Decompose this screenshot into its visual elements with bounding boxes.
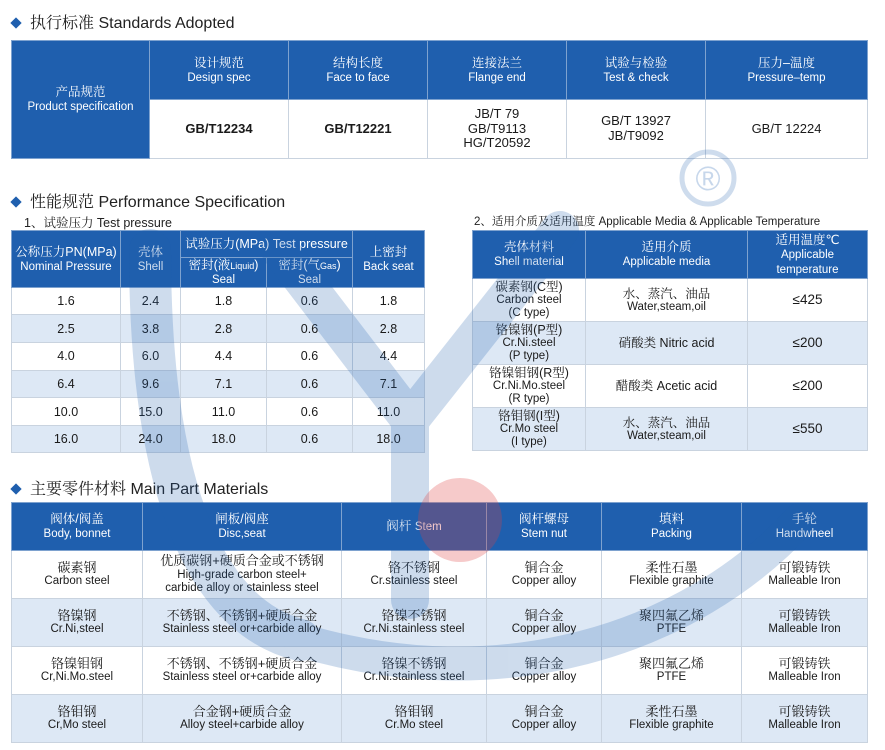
material-cn: 铜合金: [524, 655, 564, 671]
registered-mark: ®: [695, 160, 721, 198]
material-cn: 铬镍不锈钢: [381, 655, 447, 671]
material-cell: [342, 551, 487, 599]
test-pressure-table: [11, 230, 425, 453]
materials-header: 闸板/阀座 Disc,seat: [143, 503, 342, 551]
material-en: Cr.Ni.Mo.steel (R type): [492, 380, 566, 405]
material-en: Cr.stainless steel: [370, 575, 458, 588]
temperature-cell: ≤200: [748, 365, 868, 408]
table-row: [12, 425, 425, 453]
table-row: [12, 287, 425, 315]
media-temp-table: [472, 230, 868, 451]
std-col-header: 设计规范 Design spec: [150, 41, 289, 100]
material-en: Cr.Ni,steel: [50, 623, 104, 636]
material-en: Cr.Ni.stainless steel: [363, 671, 465, 684]
material-en: Cr.Mo steel: [384, 719, 444, 732]
pressure-cell: 0.6: [267, 287, 353, 315]
standards-table: [11, 40, 868, 159]
pressure-cell: 9.6: [121, 370, 181, 398]
material-cn: 铬镍钼钢(R型): [489, 366, 569, 381]
media-cn: 醋酸类 Acetic acid: [615, 379, 718, 393]
material-cn: 可锻铸铁: [778, 655, 831, 671]
pressure-cell: 4.4: [353, 343, 425, 371]
product-spec-header: 产品规范 Product specification: [12, 41, 150, 159]
material-cn: 铬钼钢(I型): [498, 409, 560, 424]
material-en: Alloy steel+carbide alloy: [180, 719, 304, 732]
pressure-cell: 10.0: [12, 398, 121, 426]
material-cell: [143, 599, 342, 647]
material-cn: 铬钼钢: [57, 703, 97, 719]
std-col-header: 试验与检验 Test & check: [567, 41, 706, 100]
material-en: Cr,Mo steel: [47, 719, 107, 732]
materials-header: 填料 Packing: [602, 503, 742, 551]
std-value: GB/T 12224: [706, 100, 868, 159]
diamond-bullet-icon: [10, 18, 21, 29]
pressure-cell: 2.8: [181, 315, 267, 343]
media-cn: 硝酸类 Nitric acid: [618, 336, 715, 350]
material-en: Malleable Iron: [768, 719, 841, 732]
material-cell: [742, 551, 868, 599]
material-cell: [602, 647, 742, 695]
section-standards-title: 执行标准 Standards Adopted: [6, 10, 235, 33]
material-en: Stainless steel or+carbide alloy: [162, 623, 322, 636]
material-cell: [487, 551, 602, 599]
media-cell: [586, 365, 748, 408]
media-temp-subtitle: 2、适用介质及适用温度 Applicable Media & Applicable Temperature: [474, 216, 821, 228]
material-cn: 可锻铸铁: [778, 703, 831, 719]
temperature-cell: ≤550: [748, 408, 868, 451]
media-cn: 水、蒸汽、油品: [622, 286, 711, 301]
material-cn: 聚四氟乙烯: [638, 607, 704, 623]
temperature-cell: ≤425: [748, 279, 868, 322]
material-cell: [602, 695, 742, 743]
material-en: Stainless steel or+carbide alloy: [162, 671, 322, 684]
std-value: GB/T12234: [150, 100, 289, 159]
pressure-cell: 2.5: [12, 315, 121, 343]
pressure-cell: 6.4: [12, 370, 121, 398]
media-en: Water,steam,oil: [627, 300, 706, 313]
materials-header: 阀杆螺母 Stem nut: [487, 503, 602, 551]
shell-material-header: 壳体材料 Shell material: [473, 231, 586, 279]
diamond-bullet-icon: [10, 197, 21, 208]
material-en: Copper alloy: [511, 671, 577, 684]
material-cn: 不锈钢、不锈钢+硬质合金: [166, 607, 318, 623]
pressure-cell: 0.6: [267, 425, 353, 453]
table-row: [473, 408, 868, 451]
material-cell: [742, 599, 868, 647]
material-cn: 柔性石墨: [645, 559, 698, 575]
shell-material-cell: [473, 365, 586, 408]
material-en: High-grade carbon steel+ carbide alloy or stainless steel: [165, 568, 319, 594]
seal-liquid-header: 密封(液Liquid) Seal: [181, 258, 267, 288]
material-cell: [742, 647, 868, 695]
pressure-cell: 18.0: [181, 425, 267, 453]
material-cn: 聚四氟乙烯: [638, 655, 704, 671]
material-en: Flexible graphite: [629, 719, 714, 732]
material-cell: [143, 551, 342, 599]
material-cn: 铬钼钢: [394, 703, 434, 719]
material-cell: [342, 599, 487, 647]
material-cn: 铜合金: [524, 559, 564, 575]
material-en: Malleable Iron: [768, 575, 841, 588]
pressure-cell: 11.0: [181, 398, 267, 426]
table-row: [12, 315, 425, 343]
media-cell: [586, 322, 748, 365]
table-row: [12, 398, 425, 426]
material-cn: 铬不锈钢: [387, 559, 440, 575]
table-row: [473, 322, 868, 365]
material-cn: 不锈钢、不锈钢+硬质合金: [166, 655, 318, 671]
material-en: PTFE: [656, 671, 687, 684]
back-seat-header: 上密封 Back seat: [353, 231, 425, 288]
material-en: Cr.Ni.stainless steel: [363, 623, 465, 636]
material-cell: [143, 695, 342, 743]
shell-material-cell: [473, 279, 586, 322]
materials-header: 阀体/阀盖 Body, bonnet: [12, 503, 143, 551]
material-en: Copper alloy: [511, 575, 577, 588]
section-performance-title: 性能规范 Performance Specification: [6, 189, 285, 212]
std-col-header: 结构长度 Face to face: [289, 41, 428, 100]
std-value: JB/T 79 GB/T9113 HG/T20592: [428, 100, 567, 159]
material-cn: 碳素钢: [57, 559, 97, 575]
shell-material-cell: [473, 408, 586, 451]
pressure-cell: 4.0: [12, 343, 121, 371]
std-col-header: 连接法兰 Flange end: [428, 41, 567, 100]
pressure-cell: 11.0: [353, 398, 425, 426]
media-cell: [586, 408, 748, 451]
material-en: Malleable Iron: [768, 671, 841, 684]
material-cell: [342, 647, 487, 695]
material-cell: [143, 647, 342, 695]
material-cn: 铜合金: [524, 703, 564, 719]
material-en: PTFE: [656, 623, 687, 636]
std-value: GB/T 13927 JB/T9092: [567, 100, 706, 159]
pressure-cell: 2.4: [121, 287, 181, 315]
material-en: Cr.Mo steel (I type): [499, 423, 559, 448]
media-en: Water,steam,oil: [627, 429, 706, 442]
shell-material-cell: [473, 322, 586, 365]
pressure-cell: 16.0: [12, 425, 121, 453]
table-row: [12, 551, 868, 599]
material-en: Copper alloy: [511, 623, 577, 636]
section-materials-title: 主要零件材料 Main Part Materials: [6, 476, 268, 499]
pressure-cell: 7.1: [181, 370, 267, 398]
pressure-cell: 0.6: [267, 370, 353, 398]
material-cell: [602, 599, 742, 647]
material-en: Copper alloy: [511, 719, 577, 732]
std-value: GB/T12221: [289, 100, 428, 159]
material-cell: [487, 695, 602, 743]
material-cell: [12, 551, 143, 599]
material-en: Malleable Iron: [768, 623, 841, 636]
materials-header: 手轮 Handwheel: [742, 503, 868, 551]
material-cn: 铜合金: [524, 607, 564, 623]
pressure-cell: 6.0: [121, 343, 181, 371]
table-row: [473, 365, 868, 408]
material-en: Cr.Ni.steel (P type): [502, 337, 556, 362]
material-cn: 铬镍钢: [57, 607, 97, 623]
temperature-cell: ≤200: [748, 322, 868, 365]
pressure-cell: 4.4: [181, 343, 267, 371]
pressure-cell: 1.8: [181, 287, 267, 315]
materials-table: [11, 502, 868, 743]
media-cell: [586, 279, 748, 322]
seal-gas-header: 密封(气Gas) Seal: [267, 258, 353, 288]
pressure-cell: 2.8: [353, 315, 425, 343]
applicable-media-header: 适用介质 Applicable media: [586, 231, 748, 279]
diamond-bullet-icon: [10, 484, 21, 495]
pressure-cell: 0.6: [267, 343, 353, 371]
table-row: [12, 599, 868, 647]
table-row: [12, 370, 425, 398]
material-cell: [602, 551, 742, 599]
table-row: [12, 647, 868, 695]
pressure-cell: 7.1: [353, 370, 425, 398]
pressure-cell: 3.8: [121, 315, 181, 343]
pressure-cell: 15.0: [121, 398, 181, 426]
test-pressure-header: 试验压力(MPa) Test pressure: [181, 231, 353, 258]
material-cn: 铬镍不锈钢: [381, 607, 447, 623]
pressure-cell: 18.0: [353, 425, 425, 453]
shell-header: 壳体 Shell: [121, 231, 181, 288]
material-cell: [487, 647, 602, 695]
pressure-cell: 24.0: [121, 425, 181, 453]
material-en: Cr,Ni.Mo.steel: [40, 671, 114, 684]
table-row: [473, 279, 868, 322]
std-col-header: 压力–温度 Pressure–temp: [706, 41, 868, 100]
table-row: [12, 343, 425, 371]
test-pressure-subtitle: 1、试验压力 Test pressure: [24, 216, 172, 230]
material-en: Carbon steel (C type): [496, 294, 562, 319]
material-cn: 可锻铸铁: [778, 607, 831, 623]
material-cell: [12, 647, 143, 695]
material-cn: 铬镍钢(P型): [495, 323, 563, 338]
applicable-temp-header: 适用温度℃ Applicable temperature: [748, 231, 868, 279]
material-cn: 合金钢+硬质合金: [192, 703, 292, 719]
material-cn: 柔性石墨: [645, 703, 698, 719]
material-cn: 优质碳钢+硬质合金或不锈钢: [160, 553, 324, 569]
material-cell: [12, 695, 143, 743]
material-en: Carbon steel: [44, 575, 110, 588]
materials-header: 阀杆 Stem: [342, 503, 487, 551]
pressure-cell: 1.8: [353, 287, 425, 315]
media-cn: 水、蒸汽、油品: [622, 415, 711, 430]
material-cn: 铬镍钼钢: [50, 655, 103, 671]
material-cell: [342, 695, 487, 743]
pressure-cell: 0.6: [267, 398, 353, 426]
material-cn: 碳素钢(C型): [495, 280, 563, 295]
table-row: [12, 695, 868, 743]
material-cell: [12, 599, 143, 647]
pressure-cell: 0.6: [267, 315, 353, 343]
pressure-cell: 1.6: [12, 287, 121, 315]
nominal-pressure-header: 公称压力PN(MPa) Nominal Pressure: [12, 231, 121, 288]
material-cell: [742, 695, 868, 743]
material-cell: [487, 599, 602, 647]
material-cn: 可锻铸铁: [778, 559, 831, 575]
material-en: Flexible graphite: [629, 575, 714, 588]
